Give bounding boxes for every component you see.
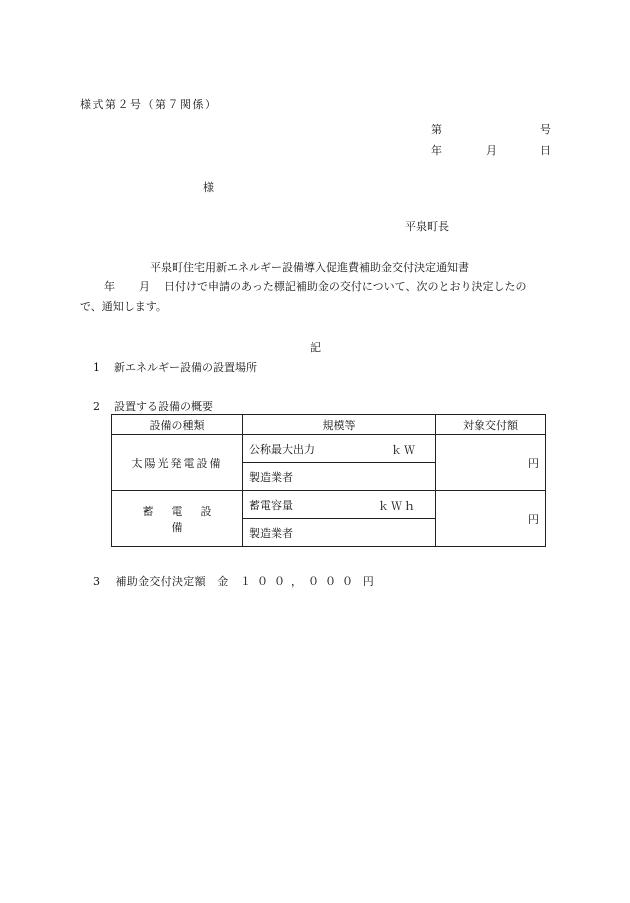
- header-spec: 規模等: [243, 415, 436, 435]
- maker-cell-solar: 製造業者: [243, 463, 436, 491]
- amount-cell-storage: 円: [436, 491, 546, 547]
- addressee-suffix: 様: [203, 181, 214, 194]
- item-1-number: 1: [93, 361, 100, 374]
- document-title: 平泉町住宅用新エネルギー設備導入促進費補助金交付決定通知書: [150, 261, 469, 274]
- number-suffix: 号: [540, 123, 551, 136]
- item-3-unit: 円: [362, 575, 375, 588]
- item-2-number: 2: [93, 400, 100, 413]
- sender: 平泉町長: [405, 220, 449, 233]
- spec-label: 蓄電容量: [249, 498, 293, 512]
- date-month: 月: [486, 144, 497, 157]
- spec-label: 公称最大出力: [249, 442, 315, 456]
- spec-unit: ｋＷｈ: [378, 500, 417, 513]
- body-line-2: で、通知します。: [80, 300, 167, 313]
- form-label: 様式第２号（第７関係）: [80, 98, 218, 111]
- spec-cell-storage: [243, 491, 436, 519]
- item-2: [93, 400, 213, 414]
- item-2-label: 設置する設備の概要: [114, 400, 213, 413]
- table-header-row: [112, 415, 546, 435]
- equipment-type-storage: 蓄電設備: [112, 491, 243, 547]
- item-3-number: 3: [93, 575, 101, 588]
- header-type: 設備の種類: [112, 415, 243, 435]
- item-3-label: 補助金交付決定額: [115, 575, 206, 588]
- grant-amount: １００，０００: [240, 575, 359, 588]
- item-3: [93, 575, 374, 589]
- item-1: [93, 361, 257, 375]
- body-line-1: [80, 280, 550, 294]
- header-amount: 対象交付額: [436, 415, 546, 435]
- equipment-table: [111, 414, 546, 547]
- item-1-label: 新エネルギー設備の設置場所: [114, 361, 257, 374]
- equipment-type-solar: 太陽光発電設備: [112, 435, 243, 491]
- ki-heading: 記: [310, 341, 321, 354]
- number-prefix: 第: [431, 123, 442, 136]
- body-month: 月: [139, 280, 150, 293]
- body-year: 年: [104, 280, 115, 293]
- table-row: [112, 491, 546, 519]
- maker-cell-storage: 製造業者: [243, 519, 436, 547]
- spec-cell-solar: [243, 435, 436, 463]
- table-row: [112, 435, 546, 463]
- amount-cell-solar: 円: [436, 435, 546, 491]
- spec-unit: ｋＷ: [391, 444, 417, 457]
- item-3-kin: 金: [217, 575, 229, 588]
- date-year: 年: [431, 144, 442, 157]
- date-day: 日: [540, 144, 551, 157]
- body-line-1-text: 日付けで申請のあった標記補助金の交付について、次のとおり決定したの: [164, 280, 527, 293]
